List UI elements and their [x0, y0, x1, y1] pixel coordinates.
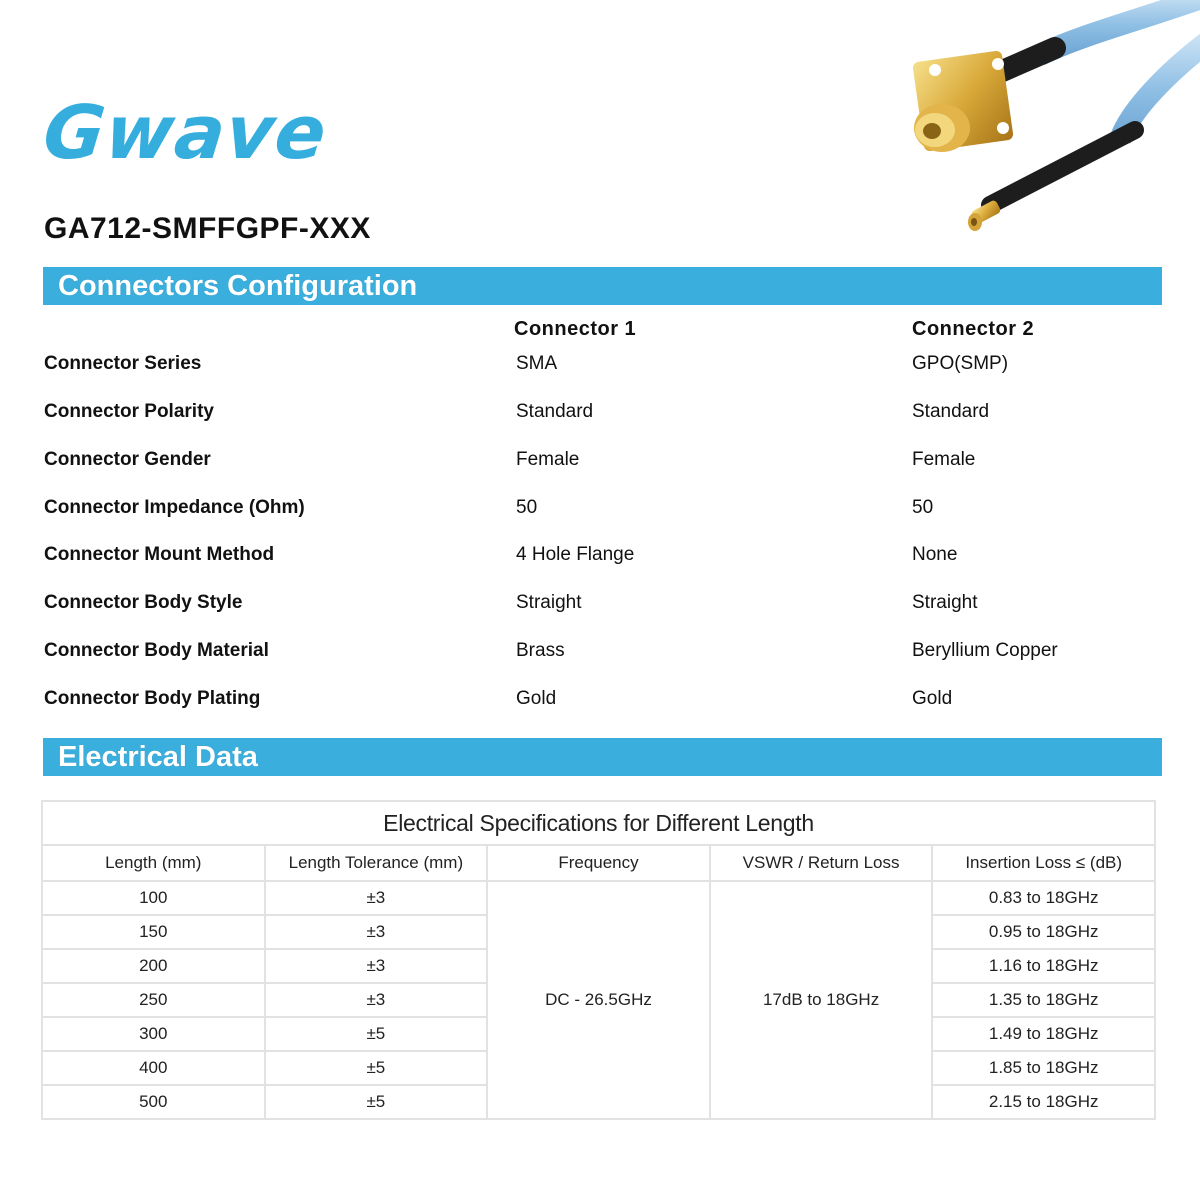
config-row — [0, 449, 1200, 479]
config-label: Connector Polarity — [44, 401, 214, 422]
frequency-cell: DC - 26.5GHz — [487, 881, 710, 1119]
config-value-connector-1: Female — [516, 449, 580, 470]
config-row — [0, 353, 1200, 383]
connector-1-header: Connector 1 — [514, 318, 637, 340]
config-label: Connector Body Material — [44, 640, 269, 661]
tolerance-cell: ±3 — [265, 949, 488, 983]
config-value-connector-2: Gold — [912, 688, 953, 709]
config-label: Connector Mount Method — [44, 544, 275, 565]
section-header-electrical: Electrical Data — [43, 738, 1162, 776]
insertion-loss-cell: 0.83 to 18GHz — [932, 881, 1155, 915]
config-value-connector-1: Gold — [516, 688, 557, 709]
length-cell: 150 — [42, 915, 265, 949]
length-cell: 200 — [42, 949, 265, 983]
tolerance-cell: ±5 — [265, 1085, 488, 1119]
config-value-connector-1: Straight — [516, 592, 582, 613]
insertion-loss-cell: 1.85 to 18GHz — [932, 1051, 1155, 1085]
column-header: Frequency — [487, 845, 710, 881]
column-header: Length Tolerance (mm) — [265, 845, 488, 881]
config-value-connector-1: 4 Hole Flange — [516, 544, 635, 565]
config-row — [0, 592, 1200, 622]
insertion-loss-cell: 1.16 to 18GHz — [932, 949, 1155, 983]
length-cell: 300 — [42, 1017, 265, 1051]
config-value-connector-1: 50 — [516, 497, 538, 518]
config-value-connector-2: Standard — [912, 401, 990, 422]
column-header: VSWR / Return Loss — [710, 845, 933, 881]
cable-assembly-image — [880, 0, 1200, 250]
tolerance-cell: ±3 — [265, 881, 488, 915]
config-label: Connector Body Plating — [44, 688, 261, 709]
column-header: Length (mm) — [42, 845, 265, 881]
config-value-connector-1: Brass — [516, 640, 565, 661]
brand-logo: Gwave — [39, 90, 331, 176]
config-value-connector-1: SMA — [516, 353, 558, 374]
connector-2-header: Connector 2 — [912, 318, 1035, 340]
config-row — [0, 544, 1200, 574]
config-row — [0, 640, 1200, 670]
config-value-connector-1: Standard — [516, 401, 594, 422]
config-row — [0, 688, 1200, 718]
tolerance-cell: ±3 — [265, 983, 488, 1017]
column-header: Insertion Loss ≤ (dB) — [932, 845, 1155, 881]
insertion-loss-cell: 2.15 to 18GHz — [932, 1085, 1155, 1119]
length-cell: 400 — [42, 1051, 265, 1085]
electrical-spec-table — [41, 800, 1156, 1120]
config-value-connector-2: Straight — [912, 592, 978, 613]
length-cell: 100 — [42, 881, 265, 915]
config-label: Connector Impedance (Ohm) — [44, 497, 305, 518]
length-cell: 500 — [42, 1085, 265, 1119]
insertion-loss-cell: 1.35 to 18GHz — [932, 983, 1155, 1017]
section-header-connectors: Connectors Configuration — [43, 267, 1162, 305]
tolerance-cell: ±5 — [265, 1051, 488, 1085]
table-header-row — [42, 845, 1155, 881]
config-row — [0, 497, 1200, 527]
config-label: Connector Gender — [44, 449, 211, 470]
tolerance-cell: ±5 — [265, 1017, 488, 1051]
config-value-connector-2: Beryllium Copper — [912, 640, 1058, 661]
table-title: Electrical Specifications for Different Length — [42, 801, 1155, 845]
config-row — [0, 401, 1200, 431]
config-label: Connector Body Style — [44, 592, 243, 613]
config-value-connector-2: Female — [912, 449, 976, 470]
config-label: Connector Series — [44, 353, 202, 374]
vswr-cell: 17dB to 18GHz — [710, 881, 933, 1119]
config-value-connector-2: None — [912, 544, 958, 565]
table-row — [42, 881, 1155, 915]
tolerance-cell: ±3 — [265, 915, 488, 949]
config-value-connector-2: GPO(SMP) — [912, 353, 1009, 374]
length-cell: 250 — [42, 983, 265, 1017]
part-number: GA712-SMFFGPF-XXX — [44, 212, 371, 245]
config-value-connector-2: 50 — [912, 497, 934, 518]
insertion-loss-cell: 0.95 to 18GHz — [932, 915, 1155, 949]
insertion-loss-cell: 1.49 to 18GHz — [932, 1017, 1155, 1051]
